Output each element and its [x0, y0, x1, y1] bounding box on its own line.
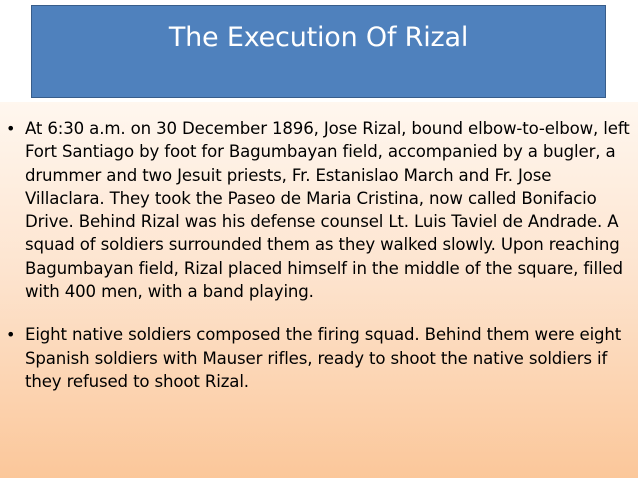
bullet-point-icon: • [6, 119, 16, 138]
bullet-text-2: Eight native soldiers composed the firing squad. Behind them were eight Spanish soldiers with Mauser rifles, ready to shoot the native soldiers if they refused to shoot Rizal. [25, 325, 622, 391]
bullet-point-icon: • [6, 325, 16, 345]
bullet-list [0, 117, 638, 393]
bullet-text-1: At 6:30 a.m. on 30 December 1896, Jose Rizal, bound elbow-to-elbow, left Fort Santiago by foot for Bagumbayan field, accompanied by a bugler, a drummer and two Jesuit priests, Fr. Estanislao March and Fr. Jose Villaclara. They took the Paseo de Maria Cristina, now called Bonifacio Drive. Behind Rizal was his defense counsel Lt. Luis Taviel de Andrade. A squad of soldiers surrounded them as they walked slowly. Upon reaching Bagumbayan field, Rizal placed himself in the middle of the square, filled with 400 men, with a band playing. [25, 119, 630, 302]
bullet-item-1 [0, 117, 638, 303]
bullet-item-2 [0, 323, 638, 393]
title-box [31, 5, 606, 98]
slide-title: The Execution Of Rizal [168, 22, 469, 53]
